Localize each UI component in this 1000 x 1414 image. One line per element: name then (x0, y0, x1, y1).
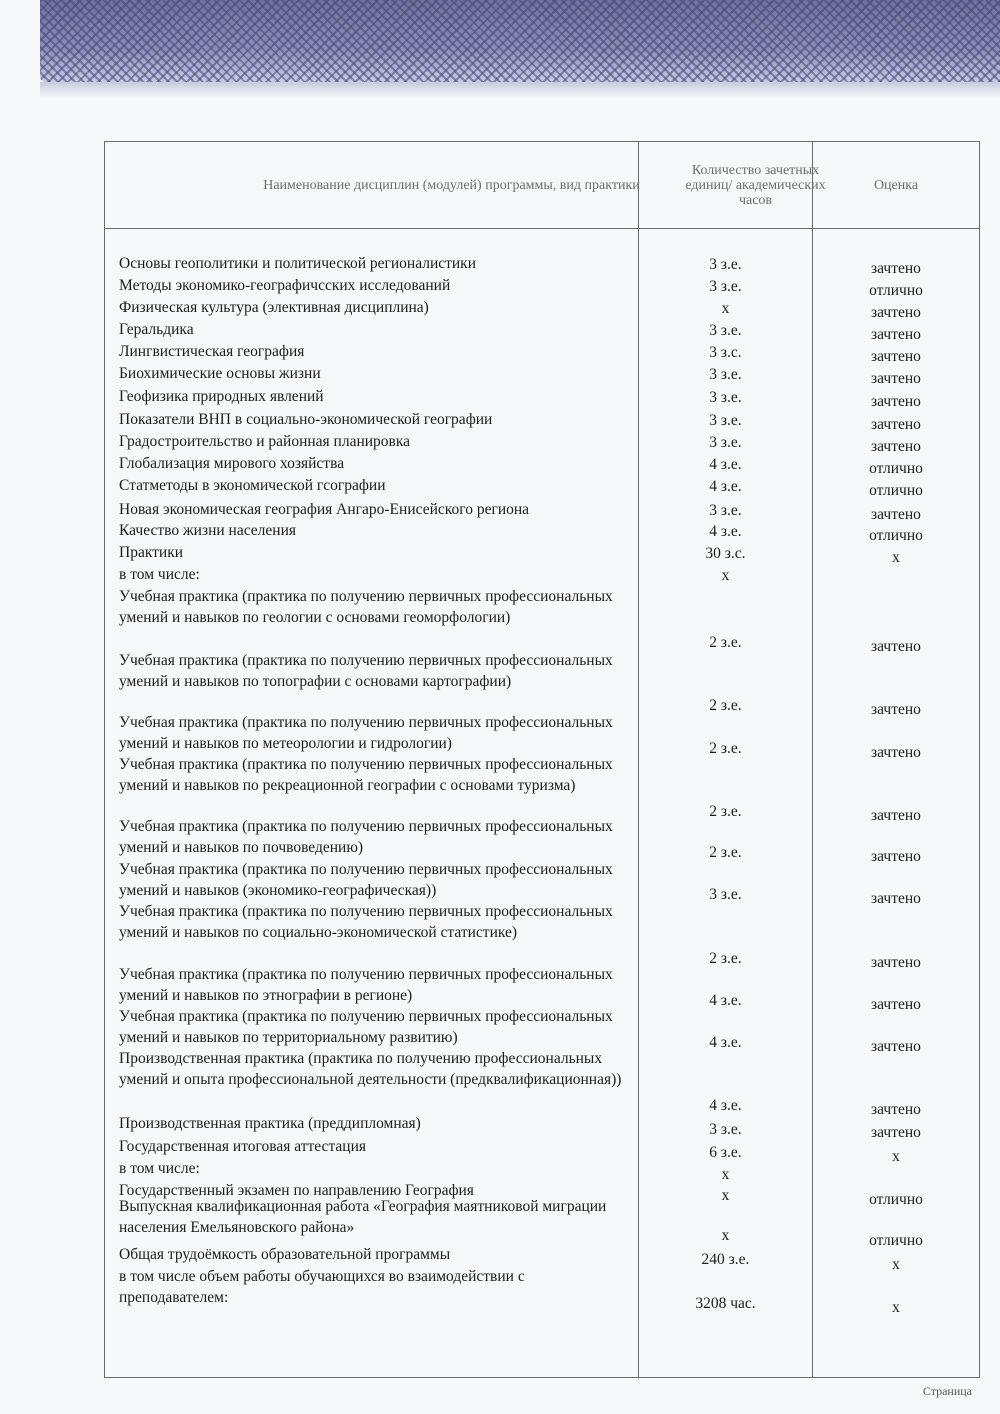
row-discipline-name: Учебная практика (практика по получению первичных профессиональных умений и навыков по этнографии в регионе) (119, 966, 613, 1004)
header-divider (105, 228, 979, 229)
row-discipline-name: Геральдика (119, 321, 194, 338)
row-discipline-name: Учебная практика (практика по получению первичных профессиональных умений и навыков по почвоведению) (119, 818, 613, 856)
row-discipline-name: Выпускная квалификационная работа «География маятниковой миграции населения Емельяновского района» (119, 1198, 607, 1236)
row-grade: зачтено (871, 954, 921, 971)
row-discipline-name: Новая экономическая география Ангаро-Енисейского региона (119, 501, 530, 518)
row-grade: х (892, 1256, 900, 1273)
row-credits: х (721, 300, 730, 317)
row-grade: зачтено (871, 348, 921, 365)
row-credits: 2 з.е. (709, 740, 742, 757)
row-grade: отлично (869, 282, 923, 299)
row-credits: 4 з.е. (709, 1034, 742, 1051)
row-discipline-name: Производственная практика (практика по получению профессиональных умений и опыта профессиональной деятельности (предквалификационная)) (119, 1050, 622, 1088)
row-credits: 2 з.е. (709, 634, 742, 651)
row-discipline-name: Государственная итоговая аттестация (119, 1138, 367, 1155)
row-credits: 2 з.е. (709, 950, 742, 967)
row-discipline-name: Методы экономико-географичсских исследований (119, 277, 451, 294)
row-grade: зачтено (871, 890, 921, 907)
row-credits: 4 з.е. (709, 456, 742, 473)
row-grade: зачтено (871, 1038, 921, 1055)
transcript-table (104, 141, 980, 1378)
row-credits: 3 з.е. (709, 434, 742, 451)
row-grade: зачтено (871, 1124, 921, 1141)
row-credits: х (721, 567, 730, 584)
row-discipline-name: в том числе объем работы обучающихся во взаимодействии с преподавателем: (119, 1268, 525, 1306)
row-credits: 4 з.е. (709, 523, 742, 540)
row-grade: зачтено (871, 506, 921, 523)
row-credits: 2 з.е. (709, 844, 742, 861)
header-grade: Оценка (873, 177, 919, 193)
row-grade: отлично (869, 460, 923, 477)
row-discipline-name: Учебная практика (практика по получению первичных профессиональных умений и навыков по метеорологии и гидрологии) (119, 714, 613, 752)
row-discipline-name: Учебная практика (практика по получению первичных профессиональных умений и навыков по топографии с основами картографии) (119, 652, 613, 690)
row-grade: зачтено (871, 304, 921, 321)
row-credits: 4 з.е. (709, 478, 742, 495)
row-discipline-name: Государственный экзамен по направлению География (119, 1182, 474, 1199)
header-discipline-name: Наименование дисциплин (модулей) программы, вид практики (263, 177, 640, 193)
row-discipline-name: Учебная практика (практика по получению первичных профессиональных умений и навыков по территориальному развитию) (119, 1008, 613, 1046)
row-grade: зачтено (871, 807, 921, 824)
row-discipline-name: Общая трудоёмкость образовательной программы (119, 1246, 451, 1263)
row-grade: х (892, 1148, 900, 1165)
row-grade: зачтено (871, 701, 921, 718)
row-credits: 3 з.е. (709, 389, 742, 406)
row-discipline-name: Показатели ВНП в социально-экономической географии (119, 411, 493, 428)
row-grade: зачтено (871, 1101, 921, 1118)
row-discipline-name: Практики (119, 544, 184, 561)
row-grade: отлично (869, 482, 923, 499)
row-credits: 3 з.е. (709, 1121, 742, 1138)
row-discipline-name: Геофизика природных явлений (119, 388, 324, 405)
row-credits: 30 з.с. (705, 545, 746, 562)
row-discipline-name: Лингвистическая география (119, 343, 305, 360)
row-grade: зачтено (871, 638, 921, 655)
row-grade: зачтено (871, 438, 921, 455)
row-credits: 3 з.е. (709, 278, 742, 295)
row-grade: отлично (869, 527, 923, 544)
row-grade: зачтено (871, 326, 921, 343)
row-grade: зачтено (871, 370, 921, 387)
row-credits: 3 з.е. (709, 256, 742, 273)
row-discipline-name: Учебная практика (практика по получению первичных профессиональных умений и навыков по геологии с основами геоморфологии) (119, 588, 613, 626)
row-grade: зачтено (871, 260, 921, 277)
row-discipline-name: Учебная практика (практика по получению первичных профессиональных умений и навыков (экономико-географическая)) (119, 861, 613, 899)
row-discipline-name: Качество жизни населения (119, 522, 296, 539)
row-credits: 2 з.е. (709, 803, 742, 820)
row-credits: 3 з.е. (709, 502, 742, 519)
row-credits: 3 з.е. (709, 412, 742, 429)
row-discipline-name: Глобализация мирового хозяйства (119, 455, 345, 472)
row-discipline-name: Градостроительство и районная планировка (119, 433, 411, 450)
security-pattern-banner (40, 0, 1000, 82)
row-discipline-name: Учебная практика (практика по получению первичных профессиональных умений и навыков по социально-экономической статистике) (119, 903, 613, 941)
row-credits: 3 з.е. (709, 322, 742, 339)
row-credits: 240 з.е. (701, 1251, 750, 1268)
row-credits: 3 з.е. (709, 886, 742, 903)
row-credits: 3208 час. (695, 1295, 756, 1312)
banner-fade (40, 82, 1000, 98)
row-discipline-name: Физическая культура (элективная дисциплина) (119, 299, 429, 316)
row-discipline-name: Производственная практика (преддипломная) (119, 1115, 421, 1132)
row-discipline-name: в том числе: (119, 566, 200, 583)
row-grade: зачтено (871, 744, 921, 761)
row-grade: отлично (869, 1191, 923, 1208)
row-credits: 4 з.е. (709, 992, 742, 1009)
row-discipline-name: Статметоды в экономической гсографии (119, 477, 386, 494)
row-credits: х (721, 1227, 730, 1244)
row-discipline-name: Биохимические основы жизни (119, 365, 321, 382)
row-credits: 6 з.е. (709, 1144, 742, 1161)
row-grade: х (892, 1299, 900, 1316)
row-grade: зачтено (871, 416, 921, 433)
row-grade: х (892, 549, 900, 566)
row-discipline-name: Учебная практика (практика по получению первичных профессиональных умений и навыков по рекреационной географии с основами туризма) (119, 756, 613, 794)
row-credits: 4 з.е. (709, 1097, 742, 1114)
row-credits: 2 з.е. (709, 697, 742, 714)
page-label: Страница (922, 1384, 972, 1398)
row-grade: отлично (869, 1232, 923, 1249)
row-discipline-name: Основы геополитики и политической регионалистики (119, 255, 477, 272)
row-grade: зачтено (871, 848, 921, 865)
row-credits: 3 з.е. (709, 366, 742, 383)
row-grade: зачтено (871, 393, 921, 410)
row-credits: х (721, 1166, 730, 1183)
row-credits: 3 з.с. (709, 344, 742, 361)
row-credits: х (721, 1187, 730, 1204)
row-discipline-name: в том числе: (119, 1160, 200, 1177)
header-credits: Количество зачетных единиц/ академических часов (685, 162, 826, 208)
row-grade: зачтено (871, 996, 921, 1013)
